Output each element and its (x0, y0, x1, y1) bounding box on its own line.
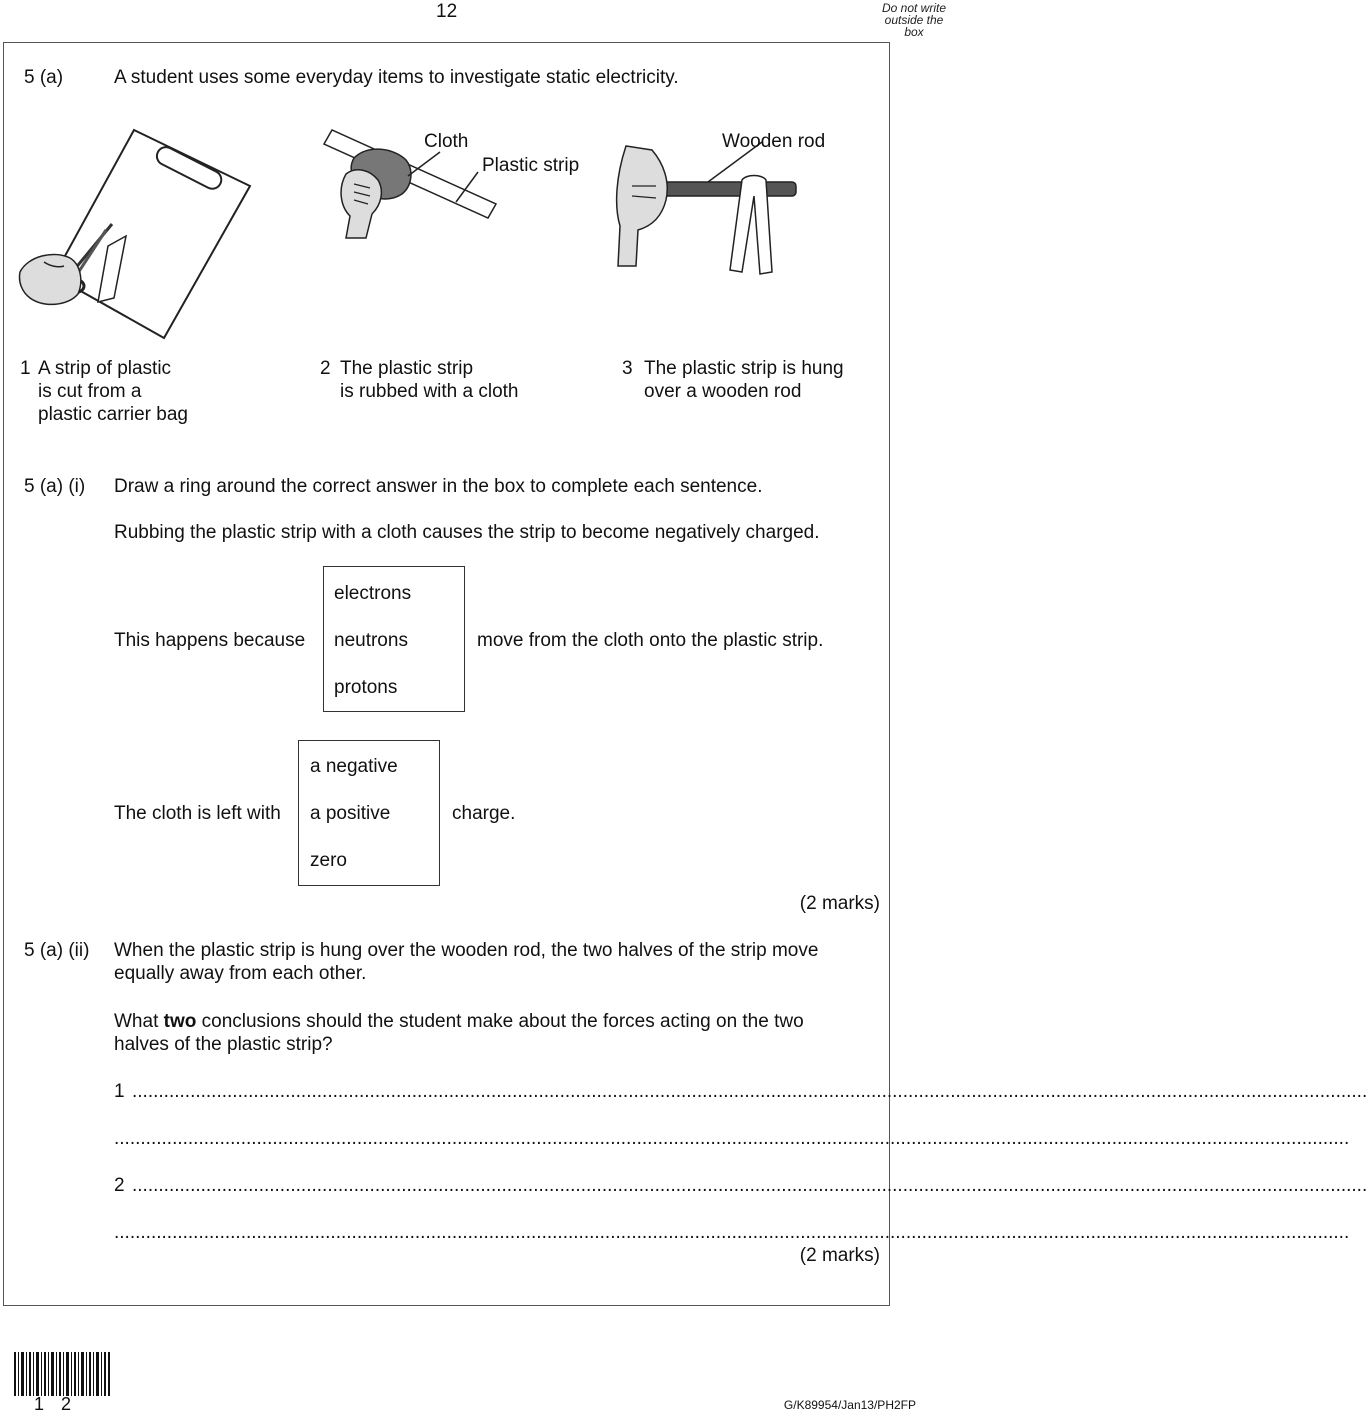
caption-line: over a wooden rod (644, 381, 802, 402)
answer-label-2: 2 (114, 1175, 125, 1196)
sentence1-before: This happens because (114, 630, 306, 651)
question-text-line1: When the plastic strip is hung over the wooden rod, the two halves of the strip move (114, 940, 819, 961)
carrier-bag-illustration (14, 126, 254, 346)
margin-note: Do not write outside the box (881, 1, 947, 39)
sentence1-after: move from the cloth onto the plastic strip. (477, 630, 824, 651)
marks-5ai: (2 marks) (799, 893, 880, 914)
statement-text: Rubbing the plastic strip with a cloth causes the strip to become negatively charged. (114, 522, 820, 543)
caption-line: The plastic strip is hung (644, 358, 844, 379)
marks-5aii: (2 marks) (799, 1245, 880, 1266)
answer-line-1b[interactable]: .......................................................................................................................................................................................................................................... (114, 1128, 1350, 1149)
option-zero[interactable]: zero (310, 850, 347, 871)
prompt-post: conclusions should the student make about the forces acting on the two (196, 1011, 804, 1032)
plastic-strip-label: Plastic strip (482, 155, 580, 176)
page-number: 12 (436, 1, 458, 22)
caption-line: plastic carrier bag (38, 404, 188, 425)
sentence2-after: charge. (452, 803, 516, 824)
caption-line: The plastic strip (340, 358, 474, 379)
caption-line: A strip of plastic (38, 358, 172, 379)
question-text-line2: equally away from each other. (114, 963, 367, 984)
caption-number: 1 (20, 358, 31, 379)
cloth-label: Cloth (424, 131, 469, 152)
option-protons[interactable]: protons (334, 677, 398, 698)
barcode-digits: 1 2 (34, 1394, 78, 1414)
question-label-5ai: 5 (a) (i) (24, 476, 86, 497)
barcode (14, 1352, 110, 1396)
hand-icon (617, 146, 668, 266)
caption-number: 3 (622, 358, 633, 379)
option-a-negative[interactable]: a negative (310, 756, 398, 777)
sentence2-before: The cloth is left with (114, 803, 281, 824)
wooden-rod-shape (652, 182, 796, 196)
question-prompt-line2: halves of the plastic strip? (114, 1034, 333, 1055)
question-prompt (114, 1010, 804, 1033)
carrier-bag-shape (54, 130, 250, 338)
prompt-bold: two (163, 1011, 197, 1032)
hand-icon (341, 170, 381, 238)
caption-number: 2 (320, 358, 331, 379)
rod-illustration (612, 146, 802, 276)
paper-code: G/K89954/Jan13/PH2FP (783, 1398, 916, 1412)
caption-line: is cut from a (38, 381, 142, 402)
answer-line-1a[interactable]: .......................................................................................................................................................................................................................................... (132, 1081, 1367, 1102)
wooden-rod-label: Wooden rod (722, 131, 826, 152)
answer-line-2b[interactable]: .......................................................................................................................................................................................................................................... (114, 1222, 1350, 1243)
option-electrons[interactable]: electrons (334, 583, 412, 604)
hand-icon (19, 254, 80, 304)
instruction-text: Draw a ring around the correct answer in the box to complete each sentence. (114, 476, 763, 497)
label-pointers-panel2 (400, 150, 480, 210)
question-text-5a: A student uses some everyday items to investigate static electricity. (114, 67, 679, 88)
caption-line: is rubbed with a cloth (340, 381, 519, 402)
option-neutrons[interactable]: neutrons (334, 630, 408, 651)
answer-line-2a[interactable]: .......................................................................................................................................................................................................................................... (132, 1175, 1367, 1196)
answer-label-1: 1 (114, 1081, 125, 1102)
question-label-5a: 5 (a) (24, 67, 64, 88)
question-label-5aii: 5 (a) (ii) (24, 940, 90, 961)
option-a-positive[interactable]: a positive (310, 803, 391, 824)
prompt-pre: What (114, 1011, 164, 1032)
